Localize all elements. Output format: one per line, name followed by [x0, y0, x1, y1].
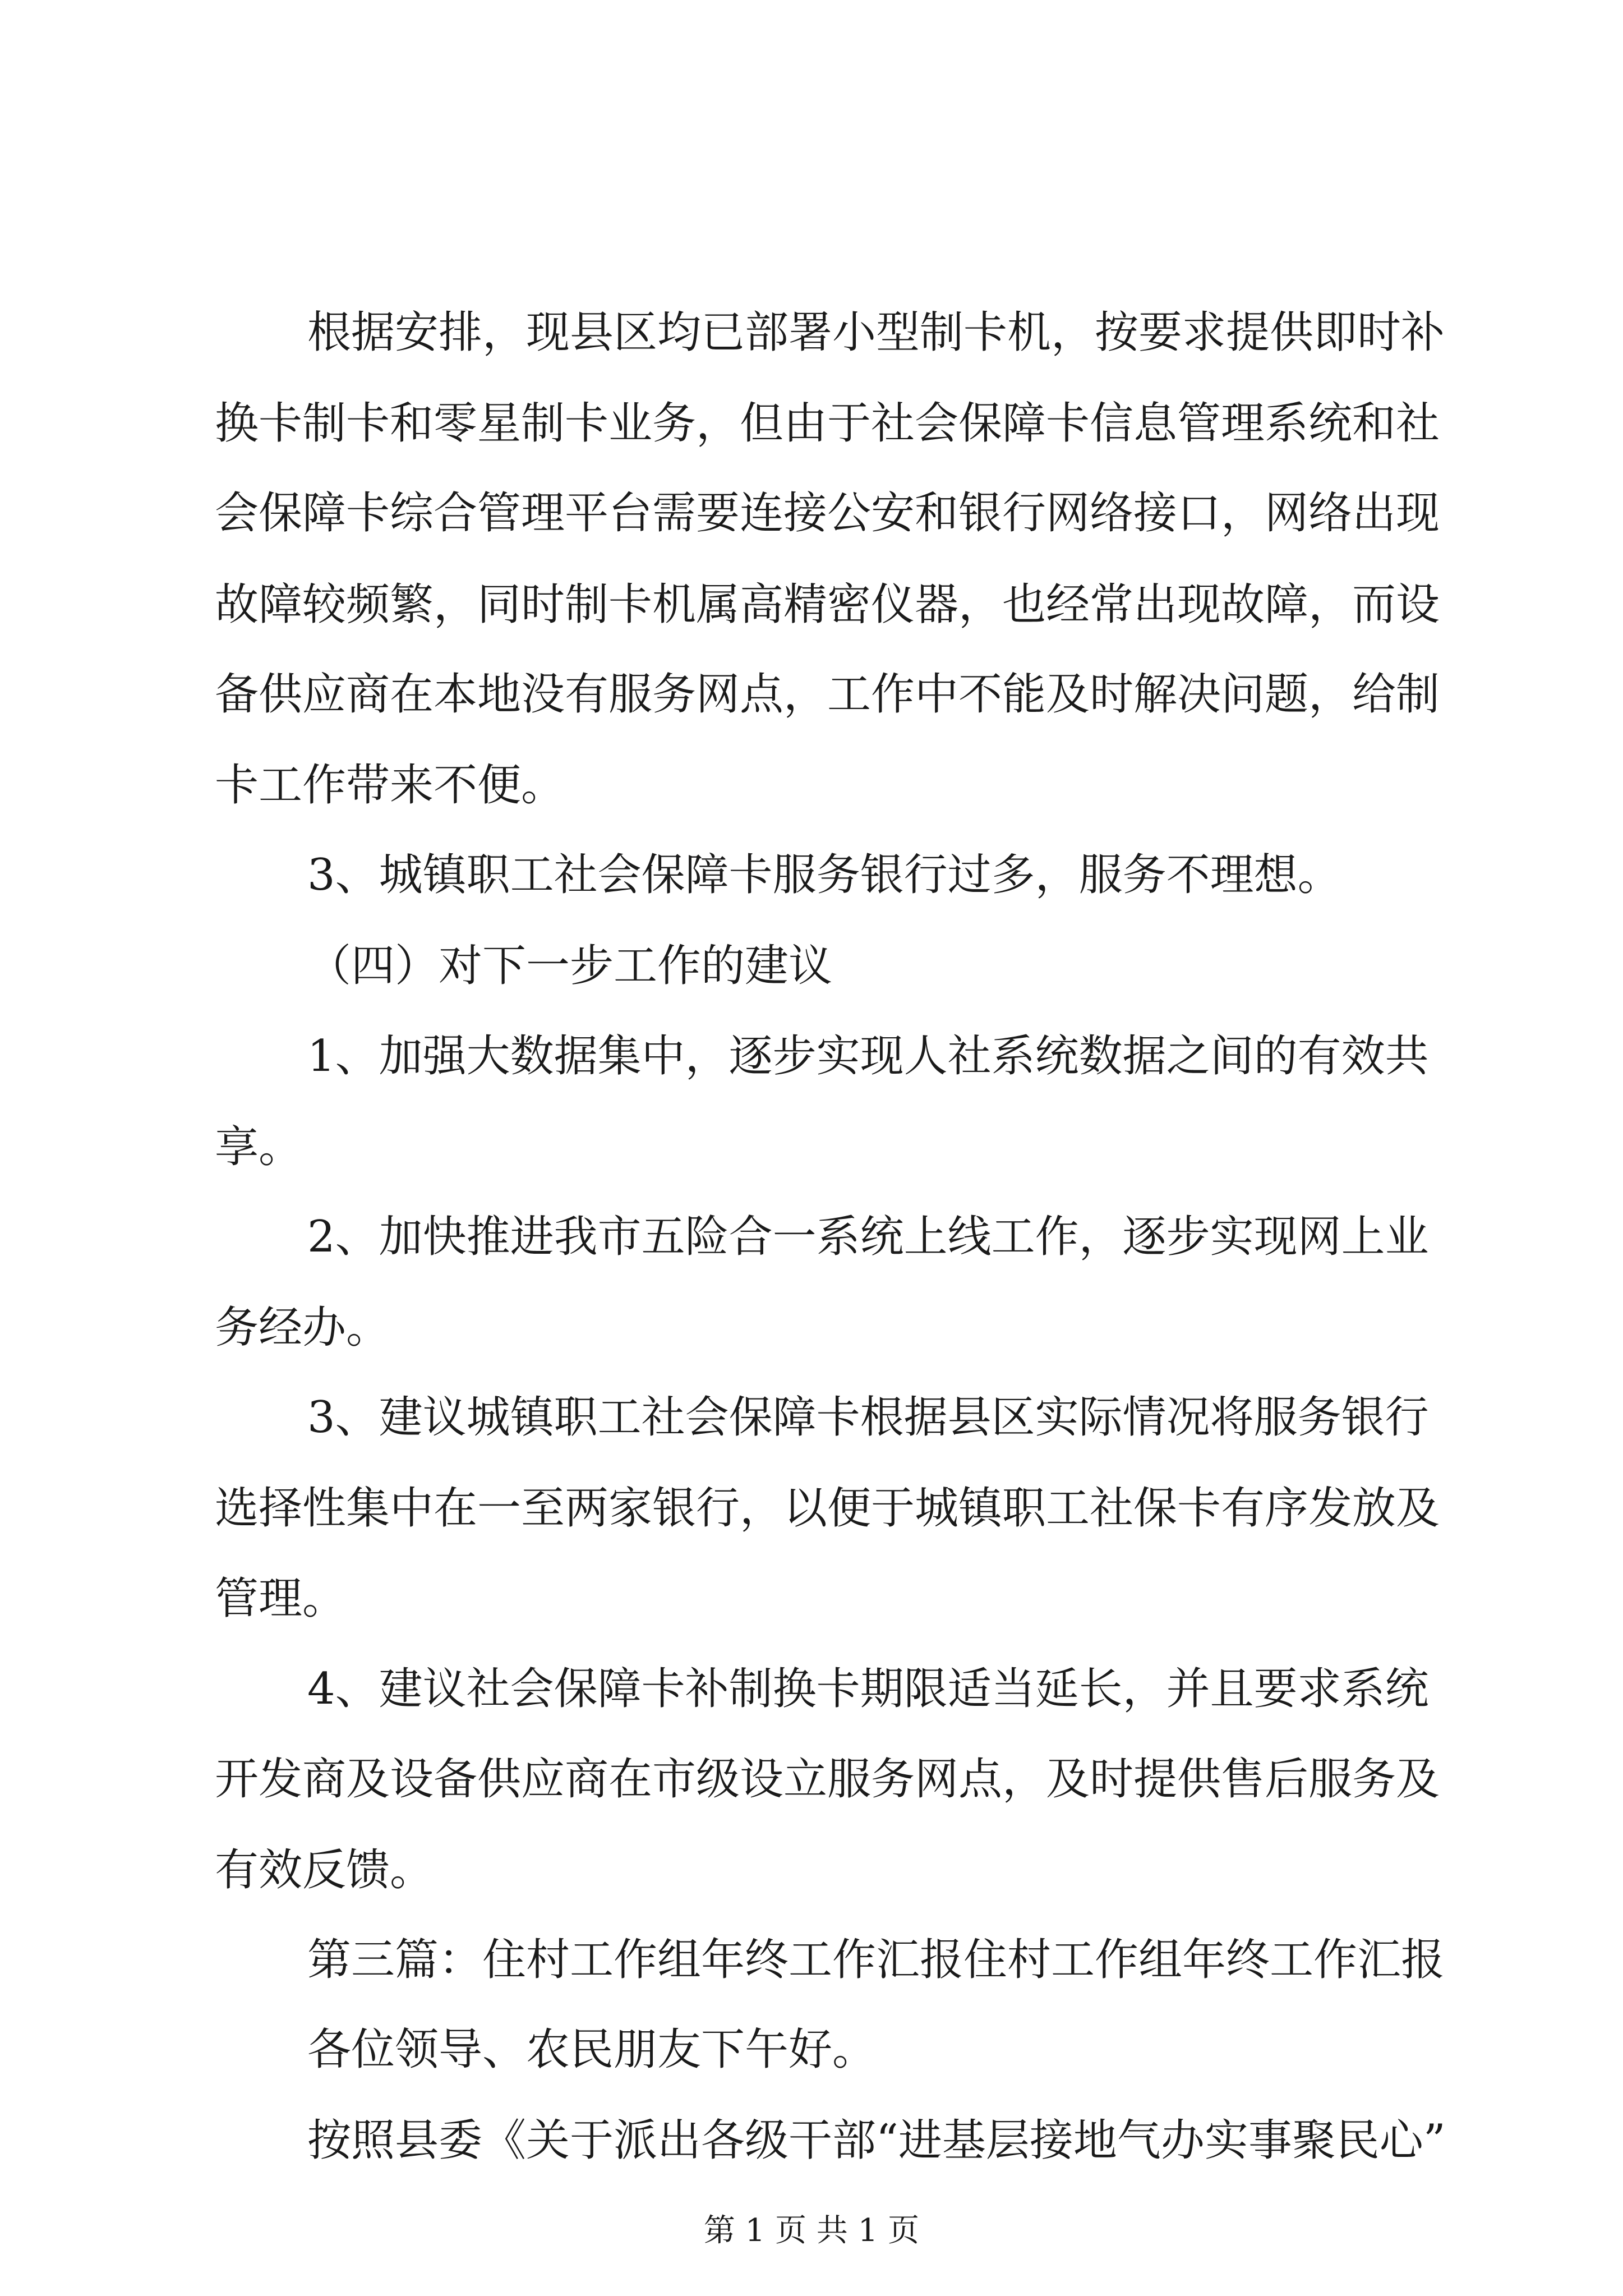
text-line: 管理。 [215, 1573, 347, 1624]
text-line: 备供应商在本地没有服务网点，工作中不能及时解决问题，给制 [215, 669, 1440, 720]
page-footer: 第 1 页 共 1 页 [703, 2212, 920, 2249]
chapter-title: 第三篇：住村工作组年终工作汇报住村工作组年终工作汇报 [307, 1935, 1445, 1985]
text-line: 会保障卡综合管理平台需要连接公安和银行网络接口，网络出现 [215, 488, 1440, 539]
text-line: 3、城镇职工社会保障卡服务银行过多，服务不理想。 [307, 850, 1341, 900]
text-line: 各位领导、农民朋友下午好。 [307, 2024, 877, 2075]
text-line: 有效反馈。 [215, 1845, 434, 1895]
text-line: 按照县委《关于派出各级干部“进基层接地气办实事聚民心” [307, 2115, 1446, 2166]
text-line: 2、加快推进我市五险合一系统上线工作，逐步实现网上业 [307, 1212, 1429, 1262]
text-line: 务经办。 [215, 1303, 390, 1353]
text-line: 卡工作带来不便。 [215, 760, 565, 811]
text-line: 选择性集中在一至两家银行，以便于城镇职工社保卡有序发放及 [215, 1483, 1440, 1534]
text-line: 故障较频繁，同时制卡机属高精密仪器，也经常出现故障，而设 [215, 579, 1440, 630]
text-line: 开发商及设备供应商在市级设立服务网点，及时提供售后服务及 [215, 1754, 1440, 1805]
text-line: 3、建议城镇职工社会保障卡根据县区实际情况将服务银行 [307, 1392, 1429, 1443]
section-heading: （四）对下一步工作的建议 [307, 941, 833, 991]
text-line: 享。 [215, 1122, 303, 1172]
text-line: 4、建议社会保障卡补制换卡期限适当延长，并且要求系统 [307, 1664, 1429, 1714]
text-line: 1、加强大数据集中，逐步实现人社系统数据之间的有效共 [307, 1031, 1429, 1082]
text-line: 根据安排，现县区均已部署小型制卡机，按要求提供即时补 [307, 307, 1445, 358]
text-line: 换卡制卡和零星制卡业务，但由于社会保障卡信息管理系统和社 [215, 398, 1440, 449]
